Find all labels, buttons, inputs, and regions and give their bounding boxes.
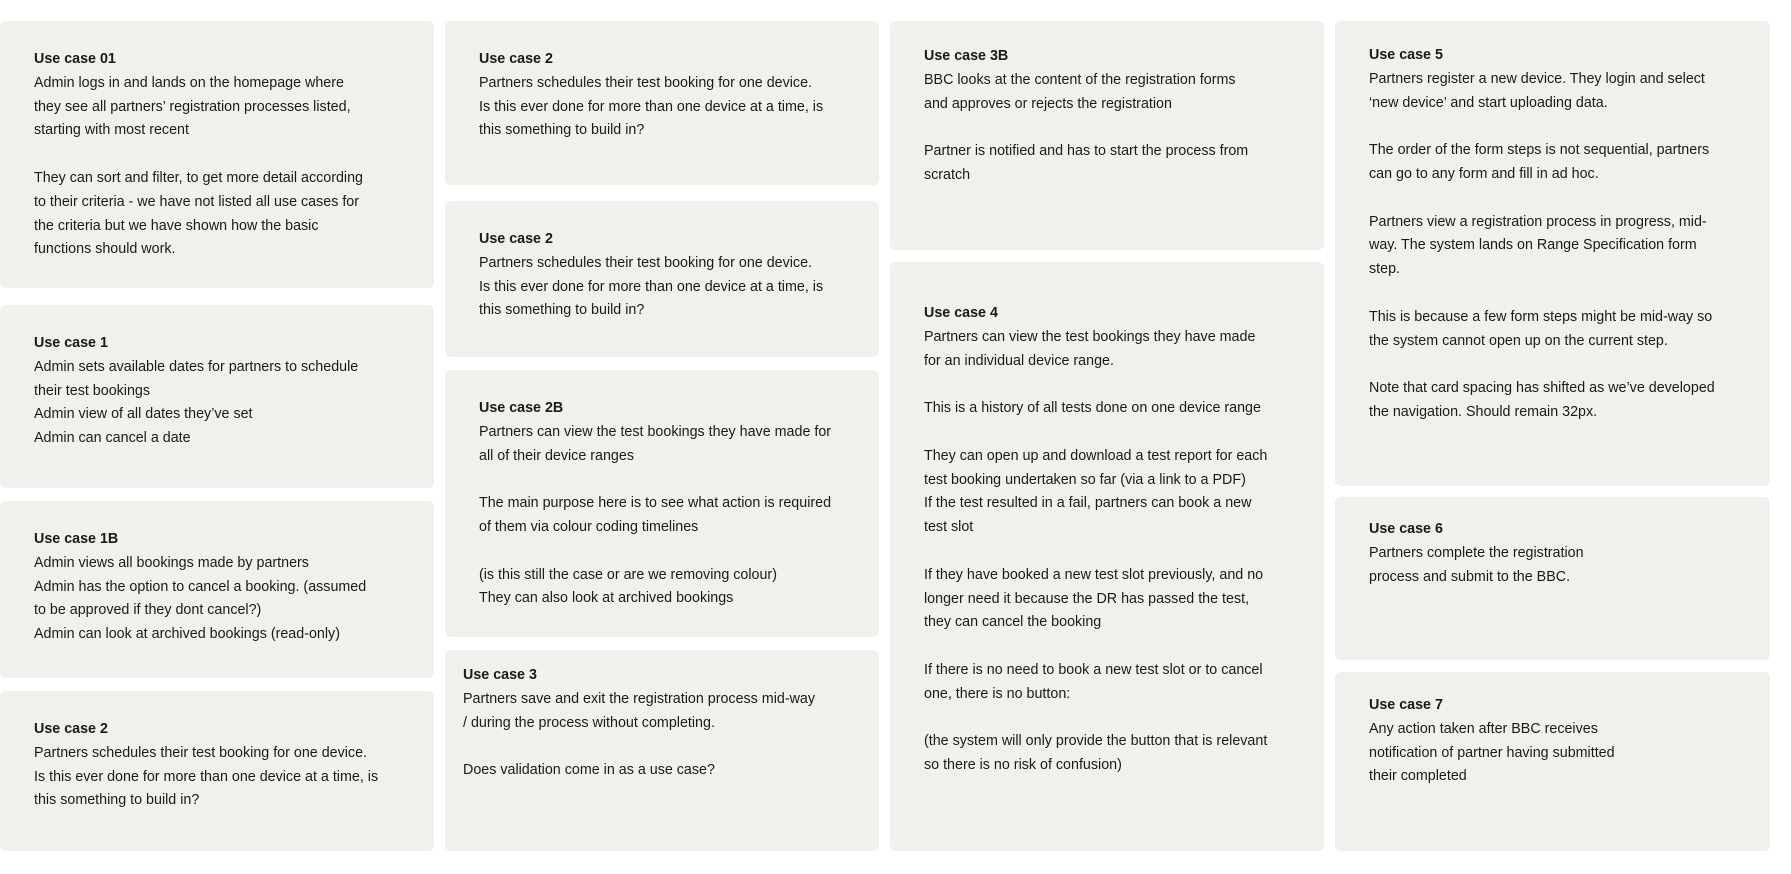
use-case-card-2-b	[445, 201, 879, 357]
card-body: Partners schedules their test booking for one device. Is this ever done for more than one device at a time, is this something to build in?	[479, 254, 824, 319]
use-case-card-2b	[445, 370, 879, 637]
card-title: Use case 6	[1369, 521, 1443, 537]
card-body: Partners schedules their test booking for one device. Is this ever done for more than one device at a time, is this something to build in?	[34, 744, 379, 809]
card-title: Use case 5	[1369, 47, 1443, 63]
card-body: Admin views all bookings made by partners Admin has the option to cancel a booking. (assumed to be approved if they dont cancel?) Admin can look at archived bookings (read-only)	[34, 554, 367, 643]
card-body: Partners can view the test bookings they have made for an individual device range. This is a history of all tests done on one device range They can open up and download a test report for each test booking undertaken so far (via a link to a PDF) If the test resulted in a fail, partners can book a new test slot If they have booked a new test slot previously, and no longer need it because the DR has passed the test, they can cancel the booking If there is no need to book a new test slot or to cancel one, there is no button: (the system will only provide the button that is relevant so there is no risk of confusion)	[924, 328, 1268, 774]
card-body: Partners schedules their test booking for one device. Is this ever done for more than one device at a time, is this something to build in?	[479, 74, 824, 139]
card-body: Partners register a new device. They login and select ‘new device’ and start uploading data. The order of the form steps is not sequential, partners can go to any form and fill in ad hoc. Partners view a registration process in progress, mid- way. The system lands on Range Specification form step. This is because a few form steps might be mid-way so the system cannot open up on the current step. Note that card spacing has shifted as we’ve developed the navigation. Should remain 32px.	[1369, 70, 1715, 420]
use-case-card-3	[445, 650, 879, 851]
use-case-card-5	[1335, 21, 1770, 486]
card-title: Use case 7	[1369, 697, 1443, 713]
use-case-card-2-a	[445, 21, 879, 185]
use-case-card-1	[0, 305, 434, 488]
card-title: Use case 2	[479, 231, 553, 247]
card-title: Use case 2	[479, 51, 553, 67]
card-title: Use case 01	[34, 51, 116, 67]
card-title: Use case 1B	[34, 531, 119, 547]
card-body: Any action taken after BBC receives notification of partner having submitted their completed	[1369, 720, 1615, 785]
card-title: Use case 4	[924, 305, 998, 321]
card-title: Use case 3	[463, 667, 537, 683]
use-case-card-1b	[0, 501, 434, 678]
use-case-card-01	[0, 21, 434, 288]
card-body: Admin logs in and lands on the homepage where they see all partners’ registration processes listed, starting with most recent They can sort and filter, to get more detail according to their criteria - we have not listed all use cases for the criteria but we have shown how the basic functions should work.	[34, 74, 364, 258]
card-body: Partners can view the test bookings they have made for all of their device ranges The main purpose here is to see what action is required of them via colour coding timelines (is this still the case or are we removing colour) They can also look at archived bookings	[479, 423, 832, 607]
card-title: Use case 2	[34, 721, 108, 737]
card-title: Use case 2B	[479, 400, 564, 416]
use-case-card-6	[1335, 497, 1770, 660]
use-case-card-3b	[890, 21, 1324, 250]
card-title: Use case 3B	[924, 48, 1009, 64]
card-body: Partners save and exit the registration process mid-way / during the process without completing. Does validation come in as a use case?	[463, 690, 816, 779]
use-case-card-4	[890, 262, 1324, 851]
card-body: BBC looks at the content of the registration forms and approves or rejects the registration Partner is notified and has to start the process from scratch	[924, 71, 1249, 183]
use-case-card-7	[1335, 672, 1770, 851]
card-title: Use case 1	[34, 335, 108, 351]
card-body: Admin sets available dates for partners to schedule their test bookings Admin view of all dates they’ve set Admin can cancel a date	[34, 358, 359, 447]
use-case-card-2-col1	[0, 691, 434, 851]
card-body: Partners complete the registration process and submit to the BBC.	[1369, 544, 1584, 585]
